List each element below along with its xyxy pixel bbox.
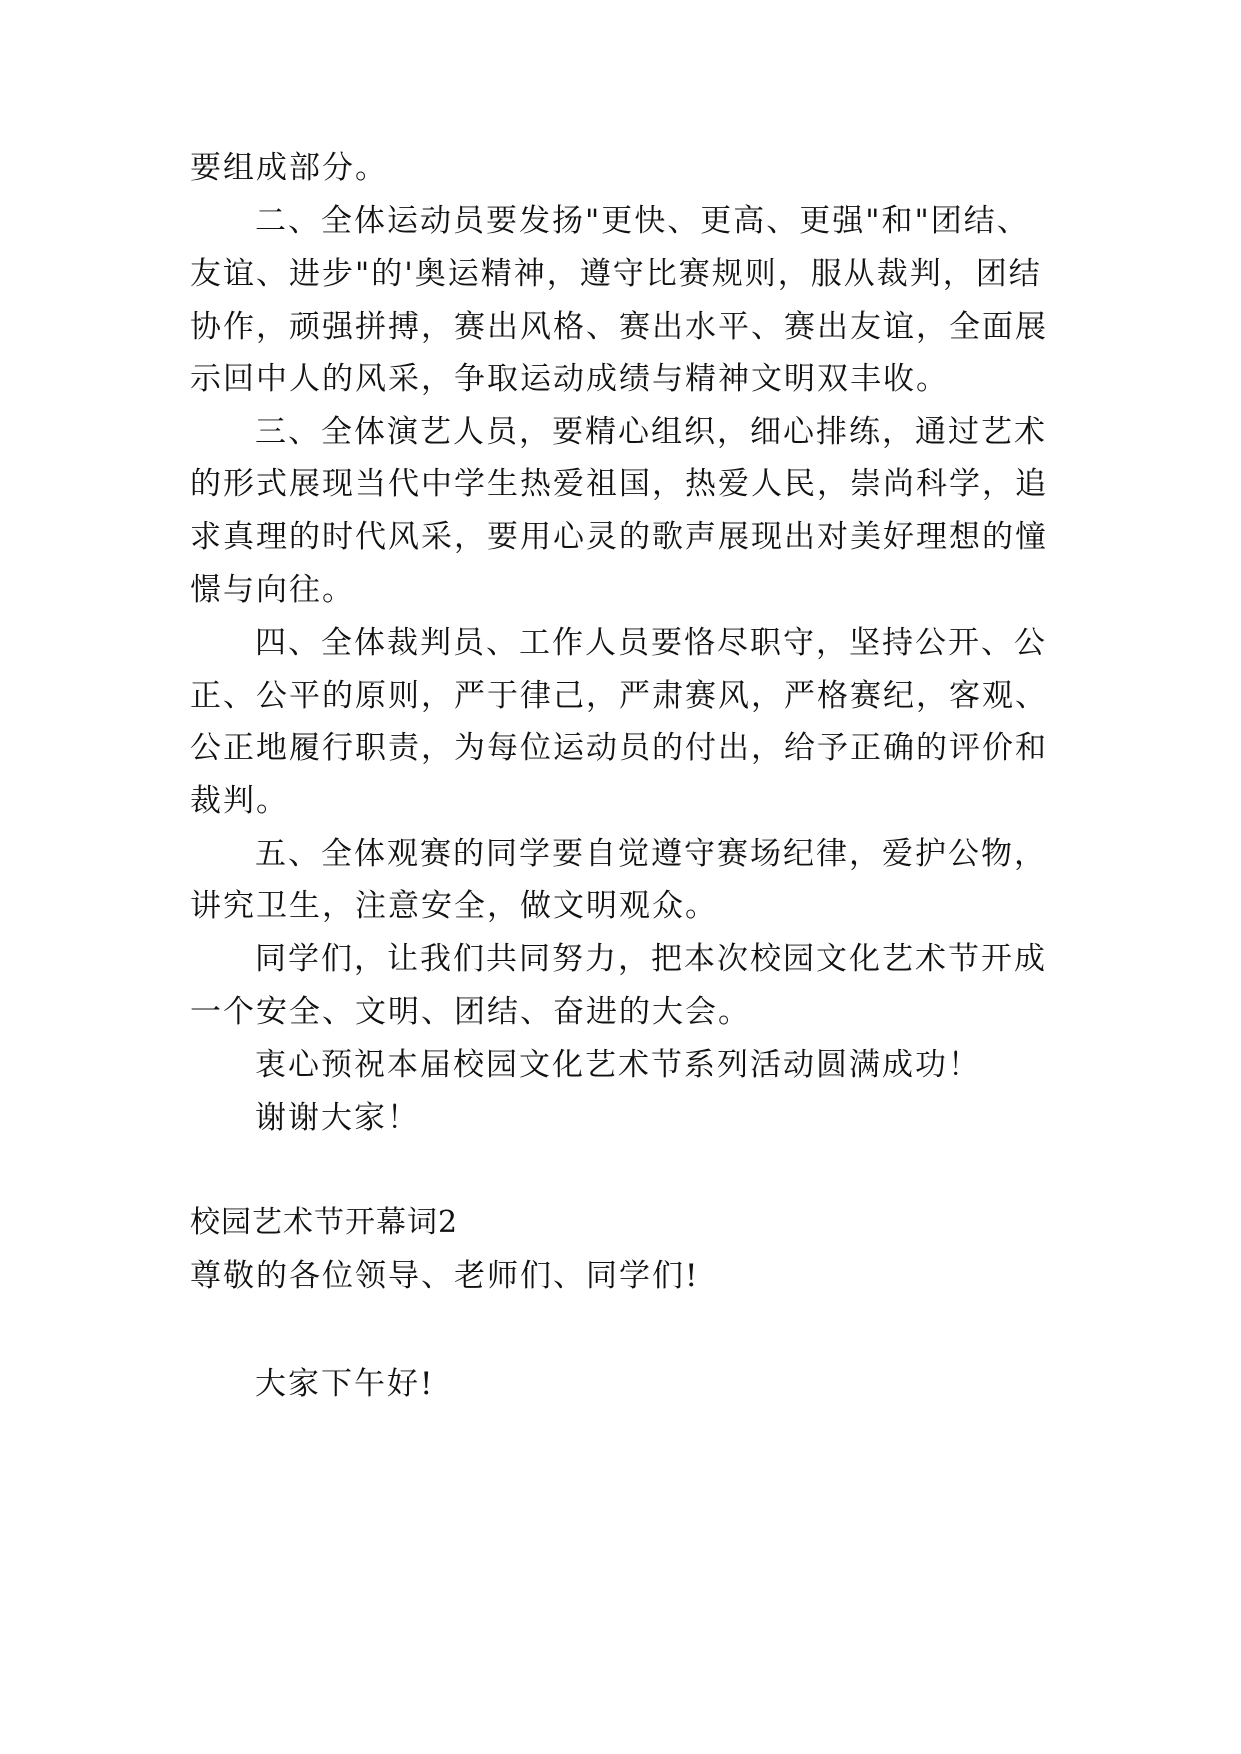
text-line: 协作，顽强拼搏，赛出风格、赛出水平、赛出友谊，全面展 <box>190 309 1048 345</box>
paragraph-4-start: 四、全体裁判员、工作人员要恪尽职守，坚持公开、公 <box>255 625 1047 661</box>
salutation: 尊敬的各位领导、老师们、同学们! <box>190 1258 700 1294</box>
text-line: 正、公平的原则，严于律己，严肃赛风，严格赛纪，客观、 <box>190 678 1048 714</box>
text-line: 憬与向往。 <box>190 572 355 608</box>
text-line: 裁判。 <box>190 783 289 819</box>
text-line: 要组成部分。 <box>190 150 388 186</box>
greeting: 大家下午好! <box>255 1366 435 1402</box>
text-line: 一个安全、文明、团结、奋进的大会。 <box>190 994 751 1030</box>
text-line: 求真理的时代风采，要用心灵的歌声展现出对美好理想的憧 <box>190 519 1048 555</box>
wish-line: 衷心预祝本届校园文化艺术节系列活动圆满成功！ <box>255 1047 981 1083</box>
thanks-line: 谢谢大家！ <box>255 1100 420 1136</box>
text-line: 友谊、进步"的'奥运精神，遵守比赛规则，服从裁判，团结 <box>190 256 1042 292</box>
paragraph-5-start: 五、全体观赛的同学要自觉遵守赛场纪律，爱护公物， <box>255 836 1047 872</box>
text-line: 公正地履行职责，为每位运动员的付出，给予正确的评价和 <box>190 730 1048 766</box>
text-line: 的形式展现当代中学生热爱祖国，热爱人民，崇尚科学，追 <box>190 466 1048 502</box>
text-line: 示回中人的风采，争取运动成绩与精神文明双丰收。 <box>190 361 949 397</box>
closing-paragraph-start: 同学们，让我们共同努力，把本次校园文化艺术节开成 <box>255 941 1047 977</box>
paragraph-3-start: 三、全体演艺人员，要精心组织，细心排练，通过艺术 <box>255 414 1047 450</box>
paragraph-2-start: 二、全体运动员要发扬"更快、更高、更强"和"团结、 <box>255 203 1030 239</box>
section-title: 校园艺术节开幕词2 <box>190 1205 459 1240</box>
text-line: 讲究卫生，注意安全，做文明观众。 <box>190 888 718 924</box>
